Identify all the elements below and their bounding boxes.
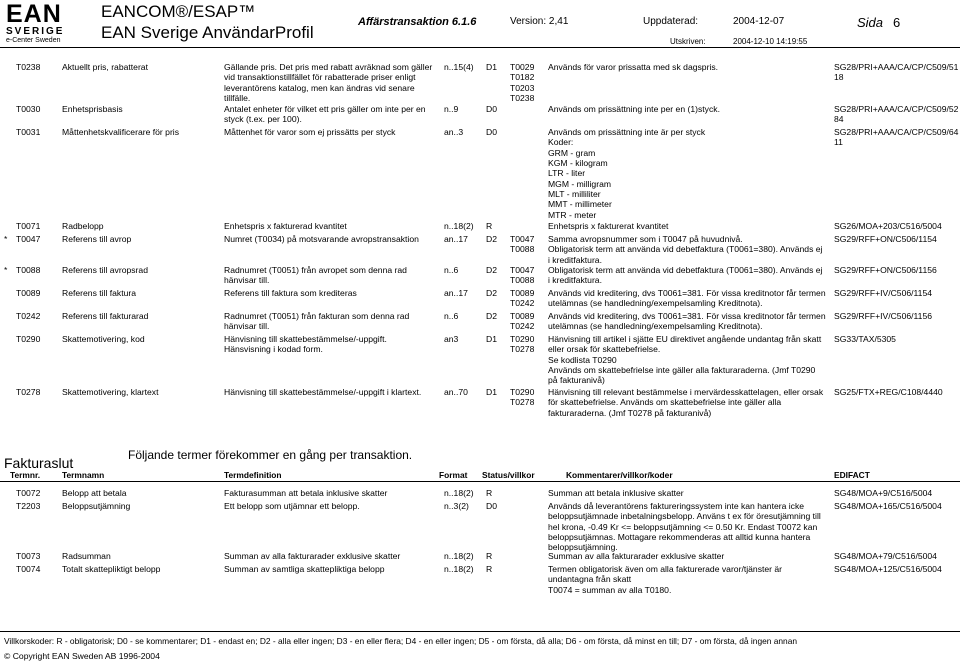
term-edifact-line: SG29/RFF+IV/C506/1156 [834, 311, 933, 321]
term-definition-line: Enhetspris x fakturerad kvantitet [224, 221, 347, 231]
term-format: an..70 [444, 387, 468, 397]
term-number: T0088 [16, 265, 41, 275]
term-number: T0074 [16, 564, 41, 574]
term-edifact-line: SG48/MOA+9/C516/5004 [834, 488, 933, 498]
term-name [62, 551, 222, 561]
column-header-status: Status/villkor [482, 470, 535, 480]
term-name-line: Beloppsutjämning [62, 501, 131, 511]
term-status: R [486, 221, 493, 231]
term-references-line: T0089 [510, 311, 535, 321]
term-edifact-line: SG28/PRI+AAA/CA/CP/C509/64 [834, 127, 959, 137]
term-references-line: T0047 [510, 265, 535, 275]
term-definition [224, 501, 444, 511]
term-references-line: T0088 [510, 244, 535, 255]
term-name-line: Referens till fakturarad [62, 311, 149, 321]
term-edifact-line: 11 [834, 137, 843, 148]
term-name [62, 387, 222, 397]
column-header-divider [0, 481, 960, 482]
term-edifact [834, 127, 958, 148]
term-definition [224, 334, 444, 355]
term-edifact [834, 265, 958, 275]
term-edifact-line: SG28/PRI+AAA/CA/CP/C509/52 [834, 104, 959, 114]
term-edifact-line: SG48/MOA+125/C516/5004 [834, 564, 942, 574]
term-comment [548, 488, 830, 498]
term-definition-line: Ett belopp som utjämnar ett belopp. [224, 501, 360, 511]
term-name-line: Referens till avropsrad [62, 265, 148, 275]
term-format: n..18(2) [444, 488, 474, 498]
term-format: n..18(2) [444, 551, 474, 561]
term-number: T0071 [16, 221, 41, 231]
term-name [62, 334, 222, 344]
term-name-line: Skattemotivering, kod [62, 334, 145, 344]
term-edifact-line: SG29/RFF+ON/C506/1156 [834, 265, 937, 275]
logo-company-text: e-Center Sweden [6, 37, 61, 44]
term-comment-line: Hänvisning till relevant bestämmelse i mervärdesskattelagen, eller orsak [548, 387, 824, 397]
transaction-label: Affärstransaktion 6.1.6 [358, 16, 477, 28]
updated-label: Uppdaterad: [643, 16, 699, 27]
term-references-line: T0047 [510, 234, 535, 244]
term-name-line: Referens till avrop [62, 234, 132, 244]
term-number: T2203 [16, 501, 41, 511]
column-header-format: Format [439, 470, 468, 480]
column-header-termdefinition: Termdefinition [224, 470, 282, 480]
term-name [62, 265, 222, 275]
term-references [510, 387, 542, 408]
term-status: D2 [486, 288, 497, 298]
term-status: D1 [486, 334, 497, 344]
term-comment [548, 104, 830, 114]
term-definition [224, 387, 444, 397]
term-comment-line: fakturaraderna. (Jmf T0278 på fakturanivå) [548, 407, 712, 418]
term-definition-line: Måttenhet för varor som ej prissätts per styck [224, 127, 396, 137]
term-definition-line: hänvisar till. [224, 275, 270, 286]
printed-label: Utskriven: [670, 37, 706, 46]
term-comment-line: Används vid kreditering, dvs T0061=381. För vissa kreditnotor får termen [548, 288, 826, 298]
term-definition-line: Hänsvisning i kodad form. [224, 344, 323, 355]
term-definition-line: Antalet enheter för vilket ett pris gäller om inte per en [224, 104, 426, 114]
term-name [62, 288, 222, 298]
term-edifact [834, 62, 958, 83]
term-comment [548, 334, 830, 386]
term-comment [548, 551, 830, 561]
term-edifact [834, 334, 958, 344]
term-edifact [834, 234, 958, 244]
term-definition-line: Numret (T0034) på motsvarande avropstransaktion [224, 234, 419, 244]
term-edifact-line: SG48/MOA+79/C516/5004 [834, 551, 937, 561]
term-format: an..17 [444, 288, 468, 298]
term-format: n..3(2) [444, 501, 469, 511]
term-comment-line: Koder: [548, 137, 574, 148]
term-definition [224, 234, 444, 244]
term-comment-line: LTR - liter [548, 168, 586, 179]
term-edifact-line: SG25/FTX+REG/C108/4440 [834, 387, 943, 397]
term-comment-line: Används då leverantörens faktureringssystem inte kan hantera icke [548, 501, 805, 511]
term-name-line: Radsumman [62, 551, 111, 561]
term-edifact [834, 564, 958, 574]
term-comment-line: Summan att betala inklusive skatter [548, 488, 684, 498]
term-comment-line: eller orsak för skattebefrielse. [548, 344, 661, 355]
term-edifact [834, 311, 958, 321]
term-definition-line: Summan av alla fakturarader exklusive skatter [224, 551, 401, 561]
term-status: D1 [486, 387, 497, 397]
term-comment [548, 265, 830, 286]
column-header-comments: Kommentarer/villkor/koder [566, 470, 673, 480]
term-definition-line: tillfälle. [224, 92, 251, 103]
term-number: T0089 [16, 288, 41, 298]
term-comment-line: KGM - kilogram [548, 157, 608, 168]
term-format: n..6 [444, 265, 459, 275]
term-comment-line: beloppsutjämnas. Mottagare rekommenderas att alltid kunna hantera [548, 531, 811, 542]
term-definition-line: Summan av samtliga skattepliktiga belopp [224, 564, 385, 574]
term-comment-line: MMT - millimeter [548, 199, 612, 210]
term-number: T0031 [16, 127, 41, 137]
term-definition-line: vid transaktionstillfället för rabatterade priser enligt [224, 72, 416, 83]
term-edifact [834, 104, 958, 125]
term-definition [224, 564, 444, 574]
term-name-line: Totalt skattepliktigt belopp [62, 564, 161, 574]
column-header-termnamn: Termnamn [62, 470, 105, 480]
term-format: n..6 [444, 311, 459, 321]
term-number: T0047 [16, 234, 41, 244]
term-comment-line: beloppsutjämnade inbetalningsbelopp. Använs t ex för öresutjämning till [548, 511, 821, 522]
term-comment-line: Används om skattebefrielse inte gäller alla fakturaraderna. (Jmf T0290 [548, 364, 816, 375]
term-name-line: Aktuellt pris, rabatterat [62, 62, 148, 72]
term-definition-line: Hänvisning till skattebestämmelse/-uppgift. [224, 334, 387, 344]
condition-codes-legend: Villkorskoder: R - obligatorisk; D0 - se kommentarer; D1 - endast en; D2 - alla eller ingen; D3 - en eller flera; D4 - en eller ingen; D5 - om första, då alla; D6 - om första, då minst en till; D7 - om första, då ingen annan [4, 636, 798, 646]
row-marker: * [4, 265, 8, 275]
term-edifact [834, 221, 958, 231]
printed-value: 2004-12-10 14:19:55 [733, 37, 808, 46]
term-comment-line: Hänvisning till artikel i sjätte EU direktivet angående undantag från skatt [548, 334, 822, 344]
term-name-line: Enhetsprisbasis [62, 104, 123, 114]
term-name [62, 221, 222, 231]
term-comment-line: för skattebefrielse. Används om skattebefrielse inte gäller alla [548, 397, 782, 408]
term-comment-line: Används vid kreditering, dvs T0061=381. För vissa kreditnotor får termen [548, 311, 826, 321]
term-references [510, 334, 542, 355]
term-comment [548, 288, 830, 309]
row-marker: * [4, 234, 8, 244]
term-edifact [834, 501, 958, 511]
term-comment-line: MTR - meter [548, 209, 597, 220]
term-name [62, 311, 222, 321]
term-comment-line: Används om prissättning inte per en (1)styck. [548, 104, 720, 114]
header-divider [0, 47, 960, 48]
term-status: D1 [486, 62, 497, 72]
term-comment-line: utelämnas (se handledning/exempelsamling Kreditnota). [548, 298, 763, 309]
term-definition [224, 488, 444, 498]
version-label: Version: 2,41 [510, 16, 569, 27]
term-references-line: T0290 [510, 387, 535, 397]
term-comment-line: undantagna från skatt [548, 574, 632, 585]
term-comment [548, 127, 830, 220]
term-comment-line: Används för varor prissatta med sk dagspris. [548, 62, 719, 72]
term-name [62, 488, 222, 498]
term-references [510, 288, 542, 309]
term-format: n..15(4) [444, 62, 474, 72]
term-definition-line: Radnumret (T0051) från avropet som denna rad [224, 265, 407, 275]
term-definition [224, 311, 444, 332]
header-titles [101, 2, 314, 44]
term-references [510, 265, 542, 286]
term-name [62, 104, 222, 114]
section-title: Fakturaslut [4, 455, 74, 471]
term-status: D2 [486, 234, 497, 244]
term-comment-line: utelämnas (se handledning/exempelsamling Kreditnota). [548, 321, 763, 332]
footer-divider [0, 631, 960, 632]
term-status: D0 [486, 104, 497, 114]
term-name [62, 234, 222, 244]
page-header [0, 0, 960, 47]
term-status: D2 [486, 265, 497, 275]
term-number: T0073 [16, 551, 41, 561]
term-edifact-line: SG29/RFF+IV/C506/1154 [834, 288, 933, 298]
term-format: an..3 [444, 127, 464, 137]
term-comment-line: Används om prissättning inte är per styck [548, 127, 706, 137]
term-definition-line: leverantörens katalog, men kan ändras vid senare [224, 82, 415, 93]
term-references-line: T0290 [510, 334, 535, 344]
term-edifact-line: 18 [834, 72, 844, 83]
term-edifact-line: 84 [834, 114, 844, 125]
term-definition [224, 551, 444, 561]
term-comment-line: Samma avropsnummer som i T0047 på huvudnivå. [548, 234, 743, 244]
term-edifact [834, 288, 958, 298]
term-references-line: T0203 [510, 82, 535, 93]
term-comment-line: Enhetspris x fakturerat kvantitet [548, 221, 669, 231]
term-status: R [486, 564, 493, 574]
term-comment-line: på fakturanivå) [548, 375, 605, 386]
term-definition-line: Hänvisning till skattebestämmelse/-uppgift i klartext. [224, 387, 422, 397]
term-comment-line: i kreditfaktura. [548, 254, 602, 265]
term-references-line: T0242 [510, 298, 535, 309]
term-references-line: T0278 [510, 397, 535, 408]
term-references-line: T0278 [510, 344, 535, 355]
term-definition-line: Fakturasumman att betala inklusive skatter [224, 488, 388, 498]
term-edifact [834, 551, 958, 561]
term-name [62, 62, 222, 72]
term-comment-line: MLT - milliliter [548, 188, 601, 199]
term-comment [548, 501, 830, 553]
column-header-termnr: Termnr. [10, 470, 41, 480]
page-label: Sida [857, 15, 884, 30]
term-references-line: T0182 [510, 72, 535, 83]
term-number: T0278 [16, 387, 41, 397]
term-comment [548, 564, 830, 595]
page-number: 6 [893, 15, 901, 30]
term-definition [224, 62, 444, 103]
document-title: EANCOM®/ESAP™ [101, 2, 256, 21]
term-edifact-line: SG26/MOA+203/C516/5004 [834, 221, 942, 231]
logo-country-text: SVERIGE [6, 26, 65, 37]
term-format: n..18(2) [444, 564, 474, 574]
term-comment-line: i kreditfaktura. [548, 275, 602, 286]
term-name [62, 127, 222, 137]
term-format: n..9 [444, 104, 459, 114]
term-name-line: Belopp att betala [62, 488, 127, 498]
term-comment [548, 387, 830, 418]
term-status: D0 [486, 127, 497, 137]
term-references [510, 62, 542, 103]
term-definition [224, 127, 444, 137]
term-definition-line: Referens till faktura som krediteras [224, 288, 357, 298]
term-number: T0290 [16, 334, 41, 344]
term-name-line: Referens till faktura [62, 288, 137, 298]
column-header-edifact: EDIFACT [834, 470, 870, 480]
term-name-line: Måttenhetskvalificerare för pris [62, 127, 180, 137]
term-definition [224, 221, 444, 231]
ean-logo [6, 2, 88, 46]
term-definition [224, 104, 444, 125]
document-subtitle: EAN Sverige AnvändarProfil [101, 23, 314, 42]
term-definition [224, 265, 444, 286]
term-format: an..17 [444, 234, 468, 244]
term-references-line: T0089 [510, 288, 535, 298]
term-status: D0 [486, 501, 497, 511]
term-definition-line: Radnumret (T0051) från fakturan som denna rad [224, 311, 410, 321]
term-comment-line: Se kodlista T0290 [548, 354, 617, 365]
term-comment-line: MGM - milligram [548, 178, 612, 189]
term-comment-line: GRM - gram [548, 147, 596, 158]
term-definition [224, 288, 444, 298]
term-edifact-line: SG28/PRI+AAA/CA/CP/C509/51 [834, 62, 959, 72]
term-comment-line: Obligatorisk term att använda vid debetfaktura (T0061=380). Används ej [548, 265, 823, 275]
term-edifact [834, 488, 958, 498]
term-name [62, 564, 222, 574]
term-edifact-line: SG29/RFF+ON/C506/1154 [834, 234, 937, 244]
term-name-line: Radbelopp [62, 221, 104, 231]
term-comment-line: Summan av alla fakturarader exklusive skatter [548, 551, 725, 561]
term-definition-line: hänvisar till. [224, 321, 270, 332]
term-format: n..18(2) [444, 221, 474, 231]
term-references [510, 311, 542, 332]
term-edifact-line: SG33/TAX/5305 [834, 334, 896, 344]
term-name-line: Skattemotivering, klartext [62, 387, 159, 397]
section-subtitle: Följande termer förekommer en gång per transaktion. [128, 448, 413, 462]
term-comment-line: beloppsutjämning. [548, 542, 618, 553]
term-comment-line: Termen obligatorisk även om alla fakturerade varor/tjänster är [548, 564, 783, 574]
term-references-line: T0242 [510, 321, 535, 332]
term-edifact [834, 387, 958, 397]
term-definition-line: styck (t.ex. per 100). [224, 114, 302, 125]
term-comment-line: T0074 = summan av alla T0180. [548, 584, 672, 595]
logo-ean-text: EAN [6, 0, 62, 28]
term-references [510, 234, 542, 255]
term-number: T0030 [16, 104, 41, 114]
term-number: T0238 [16, 62, 41, 72]
term-definition-line: Gällande pris. Det pris med rabatt avräknad som gäller [224, 62, 433, 72]
term-name [62, 501, 222, 511]
term-edifact-line: SG48/MOA+165/C516/5004 [834, 501, 942, 511]
term-comment [548, 62, 830, 72]
term-comment-line: Obligatorisk term att använda vid debetfaktura (T0061=380). Används ej [548, 244, 823, 255]
term-status: R [486, 488, 493, 498]
copyright-notice: © Copyright EAN Sweden AB 1996-2004 [4, 651, 160, 661]
term-references-line: T0238 [510, 92, 535, 103]
term-comment-line: hel krona, -0.49 Kr <= beloppsutjämning <= 0.50 Kr. Endast T0072 kan [548, 521, 818, 532]
updated-value: 2004-12-07 [733, 16, 785, 27]
term-number: T0242 [16, 311, 41, 321]
term-references-line: T0088 [510, 275, 535, 286]
term-references-line: T0029 [510, 62, 535, 72]
term-format: an3 [444, 334, 459, 344]
term-comment [548, 221, 830, 231]
term-comment [548, 234, 830, 265]
term-status: R [486, 551, 493, 561]
term-status: D2 [486, 311, 497, 321]
term-number: T0072 [16, 488, 41, 498]
term-comment [548, 311, 830, 332]
